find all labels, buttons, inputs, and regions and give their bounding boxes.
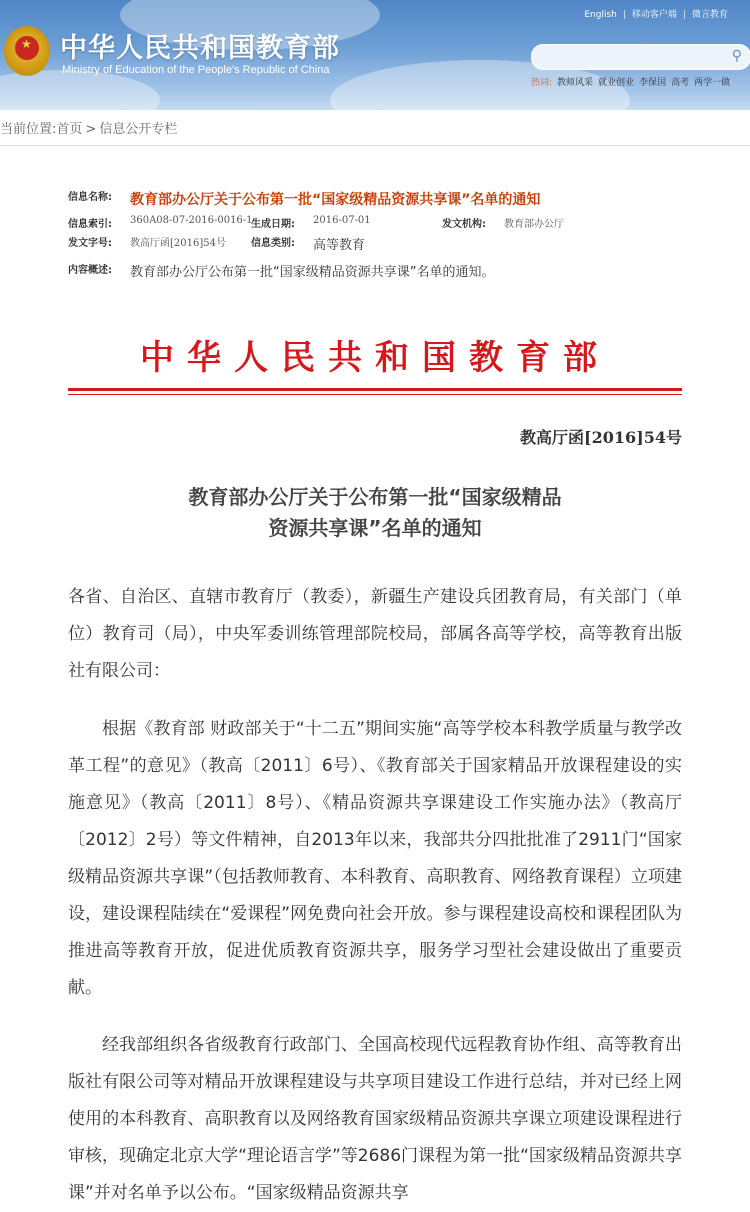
search-input[interactable] <box>531 44 750 70</box>
link-weiyan[interactable]: 微言教育 <box>691 10 728 20</box>
hot-word[interactable]: 高考 <box>671 78 690 88</box>
meta-docno-value: 教高厅函[2016]54号 <box>130 238 226 249</box>
top-links <box>578 7 734 20</box>
paragraph-announcement: 经我部组织各省级教育行政部门、全国高校现代远程教育协作组、高等教育出版社有限公司等对精品开放课程建设与共享项目建设工作进行总结，并对已经上网使用的本科教育、高职教育以及网络教育国家级精品资源共享课立项建设课程进行审核，现确定北京大学“理论语言学”等2686门课程为第一批“国家级精品资源共享课”并对名单予以公布。“国家级精品资源共享 <box>68 1035 682 1203</box>
breadcrumb-home[interactable]: 首页 <box>56 122 83 137</box>
document-number: 教高厅函[2016]54号 <box>520 428 682 447</box>
breadcrumb-prefix: 当前位置: <box>0 122 57 137</box>
paragraph-background: 根据《教育部 财政部关于“十二五”期间实施“高等学校本科教学质量与教学改革工程”的意见》（教高〔2011〕6号）、《教育部关于国家精品开放课程建设的实施意见》（教高〔2011〕8号）、《精品资源共享课建设工作实施办法》（教高厅〔2012〕2号）等文件精神，自2013年以来，我部共分四批批准了2911门“国家级精品资源共享课”（包括教师教育、本科教育、高职教育、网络教育课程）立项建设，建设课程陆续在“爱课程”网免费向社会开放。参与课程建设高校和课程团队为推进高等教育开放，促进优质教育资源共享，服务学习型社会建设做出了重要贡献。 <box>68 719 682 998</box>
document-title-line1: 教育部办公厅关于公布第一批“国家级精品 <box>188 485 562 509</box>
meta-org-value: 教育部办公厅 <box>504 219 564 230</box>
link-separator: | <box>622 10 626 20</box>
red-divider-thin <box>68 394 682 395</box>
hot-word[interactable]: 就业创业 <box>598 78 635 88</box>
site-header <box>0 0 750 110</box>
hot-words <box>531 75 735 88</box>
document-title-line2: 资源共享课”名单的通知 <box>268 516 482 540</box>
hot-word[interactable]: 教师风采 <box>557 78 594 88</box>
meta-category-label: 信息类别: <box>251 238 295 249</box>
meta-docno-label: 发文字号: <box>68 238 112 249</box>
paragraph-addressees: 各省、自治区、直辖市教育厅（教委），新疆生产建设兵团教育局，有关部门（单位）教育司（局），中央军委训练管理部院校局，部属各高等学校，高等教育出版社有限公司： <box>68 587 682 681</box>
breadcrumb-separator: > <box>85 122 97 137</box>
site-name-en: Ministry of Education of the People's Republic of China <box>62 64 330 76</box>
red-divider <box>68 388 682 391</box>
meta-index-value: 360A08-07-2016-0016-1 <box>130 215 253 226</box>
meta-summary-label: 内容概述: <box>68 265 112 276</box>
document-title <box>0 482 750 544</box>
hot-word[interactable]: 李保国 <box>639 78 667 88</box>
meta-date-label: 生成日期: <box>251 219 295 230</box>
meta-summary-value: 教育部办公厅公布第一批“国家级精品资源共享课”名单的通知。 <box>130 265 495 280</box>
hot-word[interactable]: 两学一做 <box>694 78 731 88</box>
link-english[interactable]: English <box>584 10 617 20</box>
meta-name-label: 信息名称: <box>68 192 112 203</box>
meta-name-value: 教育部办公厅关于公布第一批“国家级精品资源共享课”名单的通知 <box>130 192 541 208</box>
link-separator: | <box>682 10 686 20</box>
meta-category-value: 高等教育 <box>313 238 366 253</box>
breadcrumb-info-column[interactable]: 信息公开专栏 <box>99 122 178 137</box>
link-mobile-client[interactable]: 移动客户端 <box>631 10 677 20</box>
red-heading: 中华人民共和国教育部 <box>140 338 610 378</box>
national-emblem-icon[interactable]: ★ <box>4 26 50 76</box>
divider <box>0 145 750 146</box>
meta-date-value: 2016-07-01 <box>313 215 371 226</box>
meta-org-label: 发文机构: <box>442 219 486 230</box>
site-name[interactable]: 中华人民共和国教育部 <box>60 33 340 64</box>
cloud-decoration <box>0 70 160 110</box>
search-icon[interactable]: ⚲ <box>731 48 742 64</box>
meta-index-label: 信息索引: <box>68 219 112 230</box>
hot-words-label: 热词: <box>531 78 553 88</box>
breadcrumb <box>0 118 177 137</box>
